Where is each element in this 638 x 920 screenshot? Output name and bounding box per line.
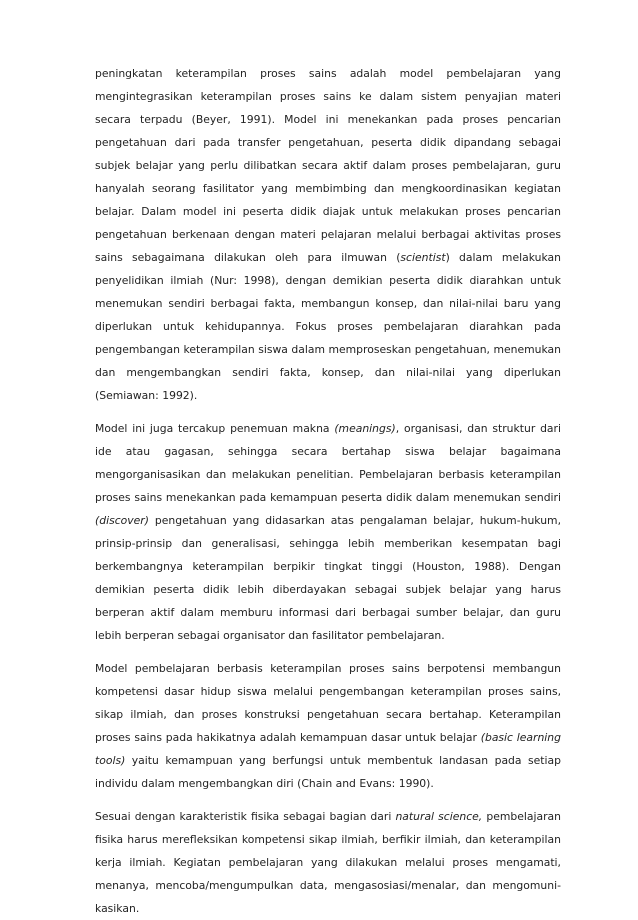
paragraph-4-text-2: pembelajaran fisika harus merefleksikan kompetensi sikap ilmiah, berfikir ilmiah, dan keterampilan kerja ilmiah. Kegiatan pembelajaran yang dilakukan melalui proses mengamati, menanya, mencoba/mengumpulkan data, mengasosiasi/menalar, dan mengomuni-kasikan. <box>95 810 561 915</box>
paragraph-1-italic-scientist: scientist <box>400 251 446 264</box>
paragraph-3 <box>95 657 561 795</box>
paragraph-1-text-2: ) dalam melakukan penyelidikan ilmiah (Nur: 1998), dengan demikian peserta didik diarahkan untuk menemukan sendiri berbagai fakta, membangun konsep, dan nilai-nilai baru yang diperlukan untuk kehidupannya. Fokus proses pembelajaran diarahkan pada pengembangan keterampilan siswa dalam memproseskan pengetahuan, menemukan dan mengembangkan sendiri fakta, konsep, dan nilai-nilai yang diperlukan (Semiawan: 1992). <box>95 251 561 402</box>
paragraph-3-text-1: Model pembelajaran berbasis keterampilan proses sains berpotensi membangun kompetensi dasar hidup siswa melalui pengembangan keterampilan proses sains, sikap ilmiah, dan proses konstruksi pengetahuan secara bertahap. Keterampilan proses sains pada hakikatnya adalah kemampuan dasar untuk belajar <box>95 662 561 744</box>
paragraph-3-text-2: yaitu kemampuan yang berfungsi untuk membentuk landasan pada setiap individu dalam mengembangkan diri (Chain and Evans: 1990). <box>95 754 561 790</box>
paragraph-2-italic-discover: (discover) <box>95 514 149 527</box>
document-page <box>95 62 561 920</box>
paragraph-3-italic-basic-learning-tools: (basic learning tools) <box>95 731 561 767</box>
paragraph-4-text-1: Sesuai dengan karakteristik fisika sebagai bagian dari <box>95 810 396 823</box>
paragraph-1-text-1: peningkatan keterampilan proses sains adalah model pembelajaran yang mengintegrasikan keterampilan proses sains ke dalam sistem penyajian materi secara terpadu (Beyer, 1991). Model ini menekankan pada proses pencarian pengetahuan dari pada transfer pengetahuan, peserta didik dipandang sebagai subjek belajar yang perlu dilibatkan secara aktif dalam proses pembelajaran, guru hanyalah seorang fasilitator yang membimbing dan mengkoordinasikan kegiatan belajar. Dalam model ini peserta didik diajak untuk melakukan proses pencarian pengetahuan berkenaan dengan materi pelajaran melalui berbagai aktivitas proses sains sebagaimana dilakukan oleh para ilmuwan ( <box>95 67 561 264</box>
paragraph-1 <box>95 62 561 407</box>
paragraph-2-italic-meanings: (meanings) <box>334 422 396 435</box>
paragraph-2-text-3: pengetahuan yang didasarkan atas pengalaman belajar, hukum-hukum, prinsip-prinsip dan generalisasi, sehingga lebih memberikan kesempatan bagi berkembangnya keterampilan berpikir tingkat tinggi (Houston, 1988). Dengan demikian peserta didik lebih diberdayakan sebagai subjek belajar yang harus berperan aktif dalam memburu informasi dari berbagai sumber belajar, dan guru lebih berperan sebagai organisator dan fasilitator pembelajaran. <box>95 514 561 642</box>
paragraph-2 <box>95 417 561 647</box>
paragraph-2-text-1: Model ini juga tercakup penemuan makna <box>95 422 335 435</box>
paragraph-4-italic-natural-science: natural science, <box>395 810 483 823</box>
paragraph-2-text-2: , organisasi, dan struktur dari ide atau gagasan, sehingga secara bertahap siswa belajar bagaimana mengorganisasikan dan melakukan penelitian. Pembelajaran berbasis keterampilan proses sains menekankan pada kemampuan peserta didik dalam menemukan sendiri <box>95 422 561 504</box>
